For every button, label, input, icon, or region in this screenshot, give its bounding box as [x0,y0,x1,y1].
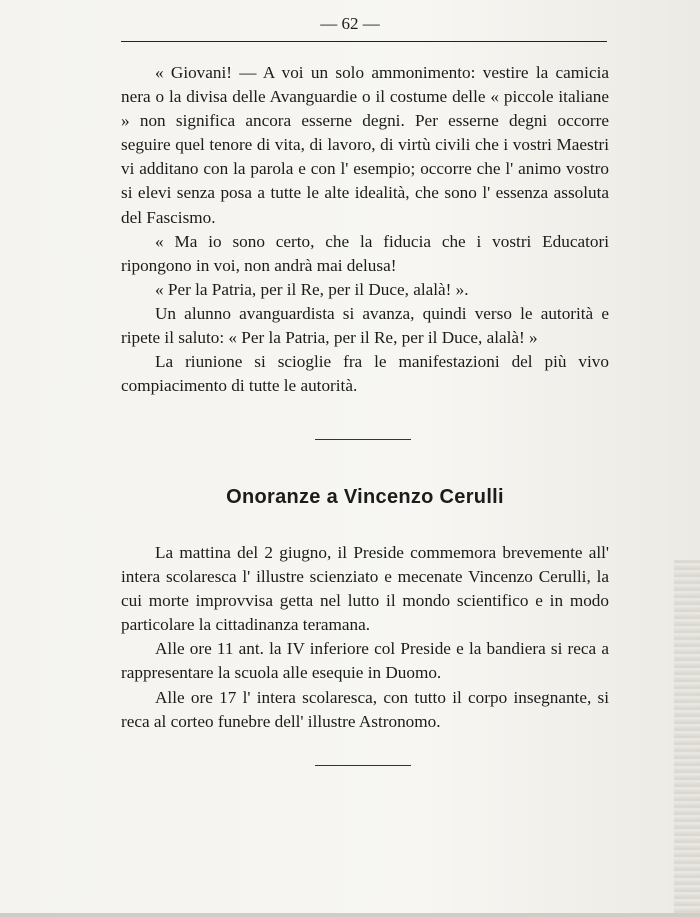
paragraph: La mattina del 2 giugno, il Preside commemora brevemente all' intera scolaresca l' illustre scienziato e mecenate Vincenzo Cerulli, la cui morte improvvisa getta nel lutto il mondo scientifico e in modo particolare la cittadinanza teramana. [121,543,609,635]
paragraph: Alle ore 11 ant. la IV inferiore col Preside e la bandiera si reca a rappresentare la scuola alle esequie in Duomo. [121,639,609,683]
page-bottom-edge [0,913,700,917]
paragraph: Un alunno avanguardista si avanza, quindi verso le autorità e ripete il saluto: « Per la Patria, per il Re, per il Duce, alalà! » [121,303,609,348]
paragraph: La riunione si scioglie fra le manifestazioni del più vivo compiacimento di tutte le autorità. [121,352,609,396]
page-number: — 62 — [320,14,380,33]
paragraph: « Per la Patria, per il Re, per il Duce, alalà! ». [155,279,469,299]
paragraph: « Giovani! — A voi un solo ammonimento: vestire la camicia nera o la divisa delle Avanguardie o il costume delle « piccole italiane » non significa ancora esserne degni. Per esserne degni occorre seguire quel tenore di vita, di lavoro, di virtù civili che i vostri Maestri vi additano con la parola e con l' esempio; occorre che l' animo vostro si elevi senza posa a tutte le alte idealità, che sono l' essenza assoluta del Fascismo. [121,63,609,227]
paragraph: « Ma io sono certo, che la fiducia che i vostri Educatori ripongono in voi, non andrà mai delusa! [121,231,609,275]
bottom-text-block [121,541,609,734]
header-rule [121,41,607,42]
end-divider [315,765,411,766]
section-divider [315,439,411,440]
paragraph: Alle ore 17 l' intera scolaresca, con tutto il corpo insegnante, si reca al corteo funebre dell' illustre Astronomo. [121,687,609,731]
page-edge-texture [674,560,700,917]
section-title: Onoranze a Vincenzo Cerulli [226,486,504,508]
top-text-block [121,61,609,398]
